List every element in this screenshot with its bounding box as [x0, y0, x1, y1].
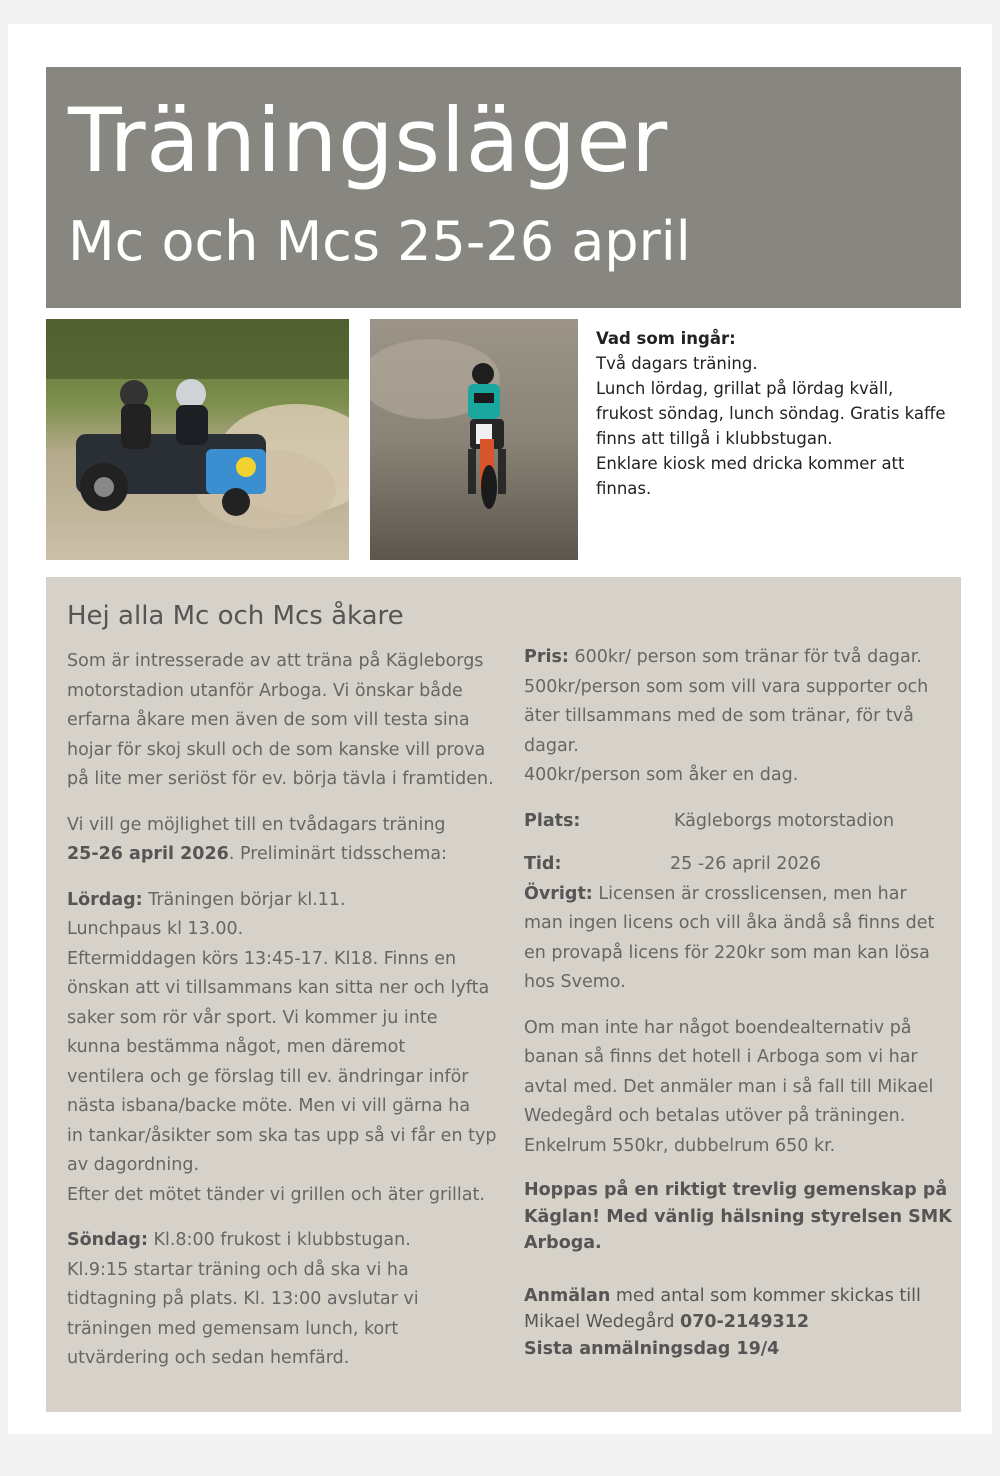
place-label: Plats:	[524, 810, 581, 831]
signup-label: Anmälan	[524, 1285, 611, 1306]
included-heading: Vad som ingår:	[596, 329, 736, 348]
time-label: Tid:	[524, 854, 562, 874]
intro-line: hojar för skoj skull och de som kanske vill prova	[67, 739, 486, 760]
included-line: Enklare kiosk med dricka kommer att	[596, 454, 905, 473]
intro-line: Som är intresserade av att träna på Kägleborgs	[67, 651, 484, 671]
offer-line: Vi vill ge möjlighet till en tvådagars träning	[67, 814, 446, 835]
included-line: Två dagars träning.	[596, 354, 758, 373]
time-line	[524, 850, 952, 880]
other-first-line	[524, 880, 952, 910]
saturday-line: kunna bestämma något, men däremot	[67, 1037, 406, 1057]
other-line: man ingen licens och vill åka ändå så finns det	[524, 913, 935, 933]
included-line: Lunch lördag, grillat på lördag kväll,	[596, 379, 894, 398]
place-value: Kägleborgs motorstadion	[674, 810, 895, 831]
intro-line: erfarna åkare men även de som vill testa sina	[67, 710, 470, 730]
page-subtitle: Mc och Mcs 25-26 april	[68, 210, 691, 273]
hotel-line: Om man inte har något boendealternativ på	[524, 1017, 912, 1038]
offer-rest: . Preliminärt tidsschema:	[228, 844, 448, 864]
place-line	[524, 807, 952, 837]
left-column	[67, 647, 496, 1374]
signup-phone: 070-2149312	[680, 1312, 810, 1332]
hotel-line: Wedegård och betalas utöver på träningen.	[524, 1106, 906, 1126]
price-line: äter tillsammans med de som tränar, för två	[524, 706, 914, 726]
sunday-line: träningen med gemensam lunch, kort	[67, 1318, 399, 1339]
sunday-line: Kl.9:15 startar träning och då ska vi ha	[67, 1259, 409, 1280]
offer-date: 25-26 april 2026	[67, 844, 229, 864]
price-line: 500kr/person som som vill vara supporter och	[524, 676, 929, 697]
price-first: 600kr/ person som tränar för två dagar.	[568, 647, 922, 667]
deadline-line: Sista anmälningsdag 19/4	[524, 1338, 780, 1359]
included-list	[596, 326, 966, 501]
sunday-line: utvärdering och sedan hemfärd.	[67, 1348, 350, 1368]
included-line: finns att tillgå i klubbstugan.	[596, 429, 833, 448]
saturday-first: Träningen börjar kl.11.	[142, 889, 346, 910]
saturday-line: nästa isbana/backe möte. Men vi vill gärna ha	[67, 1096, 471, 1116]
other-line: hos Svemo.	[524, 972, 626, 992]
hotel-line: Enkelrum 550kr, dubbelrum 650 kr.	[524, 1135, 836, 1156]
price-label: Pris:	[524, 647, 569, 667]
saturday-line: önskan att vi tillsammans kan sitta ner och lyfta	[67, 978, 490, 998]
signup-rest: med antal som kommer skickas till	[610, 1285, 921, 1306]
sunday-first-line	[67, 1226, 496, 1256]
info-panel	[46, 577, 961, 1412]
intro-line: motorstadion utanför Arboga. Vi önskar både	[67, 680, 463, 701]
price-line: 400kr/person som åker en dag.	[524, 765, 799, 785]
included-line: finnas.	[596, 479, 652, 498]
page-title: Träningsläger	[68, 89, 668, 192]
hotel-line: banan så finns det hotell i Arboga som vi har	[524, 1047, 918, 1067]
closing-line: Hoppas på en riktigt trevlig gemenskap på	[524, 1180, 948, 1200]
greeting-heading: Hej alla Mc och Mcs åkare	[67, 601, 404, 631]
other-line: en provapå licens för 220kr som man kan lösa	[524, 942, 930, 963]
saturday-line: saker som rör vår sport. Vi kommer ju inte	[67, 1007, 438, 1028]
motocross-photo	[370, 319, 578, 560]
signup-name: Mikael Wedegård	[524, 1312, 681, 1332]
offer-date-line	[67, 840, 496, 870]
intro-line: på lite mer seriöst för ev. börja tävla i framtiden.	[67, 769, 494, 789]
other-label: Övrigt:	[524, 883, 593, 904]
closing-block	[524, 1177, 952, 1257]
saturday-line: av dagordning.	[67, 1155, 200, 1175]
closing-line: Käglan! Med vänlig hälsning styrelsen SMK	[524, 1206, 952, 1227]
hotel-line: avtal med. Det anmäler man i så fall till Mikael	[524, 1076, 934, 1097]
saturday-line: Lunchpaus kl 13.00.	[67, 919, 244, 939]
other-first: Licensen är crosslicensen, men har	[592, 883, 907, 904]
sunday-first: Kl.8:00 frukost i klubbstugan.	[147, 1230, 411, 1250]
saturday-line: in tankar/åsikter som ska tas upp så vi får en typ	[67, 1125, 497, 1146]
sunday-label: Söndag:	[67, 1230, 148, 1250]
saturday-line: Eftermiddagen körs 13:45-17. Kl18. Finns en	[67, 948, 457, 969]
time-value: 25 -26 april 2026	[670, 854, 821, 874]
saturday-line: Efter det mötet tänder vi grillen och äter grillat.	[67, 1184, 485, 1205]
signup-line	[524, 1283, 952, 1310]
closing-line: Arboga.	[524, 1233, 602, 1253]
signup-contact-line	[524, 1309, 952, 1336]
sunday-line: tidtagning på plats. Kl. 13:00 avslutar vi	[67, 1289, 419, 1309]
saturday-first-line	[67, 886, 496, 916]
saturday-line: ventilera och ge förslag till ev. ändringar inför	[67, 1066, 469, 1087]
price-line: dagar.	[524, 735, 579, 756]
right-column	[524, 643, 952, 1362]
price-first-line	[524, 643, 952, 673]
included-line: frukost söndag, lunch söndag. Gratis kaffe	[596, 404, 946, 423]
header-banner	[46, 67, 961, 308]
sidecar-photo	[46, 319, 349, 560]
saturday-label: Lördag:	[67, 889, 143, 910]
